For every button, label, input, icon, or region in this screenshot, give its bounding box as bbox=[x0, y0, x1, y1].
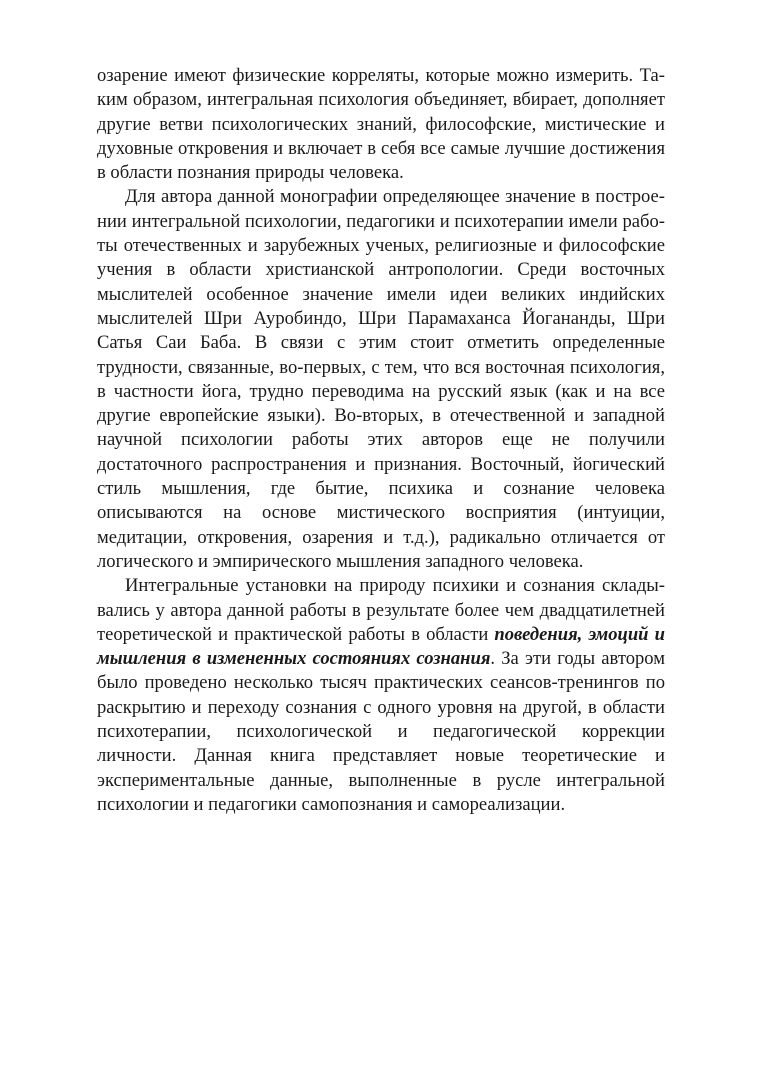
body-text bbox=[97, 64, 665, 817]
paragraph-1-text: озарение имеют физические корреляты, которые можно измерить. Таким образом, интегральная психология объединяет, вбирает, дополняет другие ветви психологических знаний, философские, мистические и духовные откровения и включает в себя все самые лучшие достижения в области познания природы человека. bbox=[97, 65, 665, 184]
paragraph-3-text-start: Интегральные установки на природу психики и сознания складывались у автора данной работы в результате более чем двадцатилетней теоретической и практической работы в области bbox=[97, 575, 665, 645]
paragraph-3-emphasis: поведения, эмоций и мышления в измененных состояниях сознания bbox=[97, 623, 665, 670]
paragraph-2-text: Для автора данной монографии определяющее значение в построении интегральной психологии, педагогики и психотерапии имели работы отечественных и зарубежных ученых, религиозные и философские учения в области христианской антропологии. Среди восточных мыслителей особенное значение имели идеи великих индийских мыслителей Шри Ауробиндо, Шри Парамаханса Йогананды, Шри Сатья Саи Баба. В связи с этим стоит отметить определенные трудности, связанные, во-первых, с тем, что вся восточная психология, в частности йога, трудно переводима на русский язык (как и на все другие европейские языки). Во-вторых, в отечественной и западной научной психологии работы этих авторов еще не получили достаточного распространения и признания. Восточный, йогический стиль мышления, где бытие, психика и сознание человека описываются на основе мистического восприятия (интуиции, медитации, откровения, озарения и т.д.), радикально отличается от логического и эмпирического мышления западного человека. bbox=[97, 186, 665, 572]
paragraph-3 bbox=[97, 574, 665, 817]
paragraph-2 bbox=[97, 185, 665, 574]
paragraph-1 bbox=[97, 64, 665, 185]
paragraph-3-text-end: . За эти годы автором было проведено несколько тысяч практических сеансов-тренингов по раскрытию и переходу сознания с одного уровня на другой, в области психотерапии, психологической и педагогической коррекции личности. Данная книга представляет новые теоретические и экспериментальные данные, выполненные в русле интегральной психологии и педагогики самопознания и самореализации. bbox=[97, 648, 666, 815]
